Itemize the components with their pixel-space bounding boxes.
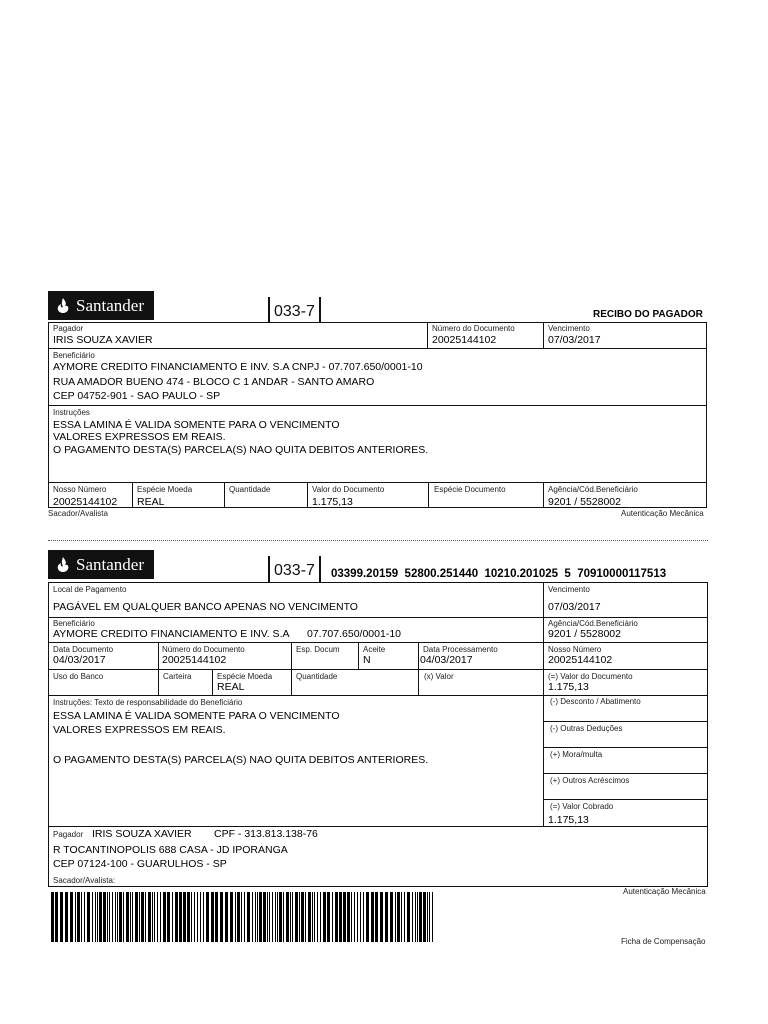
slip-instr-label: Instruções: Texto de responsabilidade do Beneficiário: [53, 698, 243, 707]
slip-venc: 07/03/2017: [548, 601, 601, 613]
receipt-pagador-label: Pagador: [53, 324, 84, 333]
uso-banco-label: Uso do Banco: [53, 672, 104, 681]
data-proc-label: Data Processamento: [423, 645, 498, 654]
outros-acrescimos-label: (+) Outros Acréscimos: [550, 776, 630, 785]
receipt-nosso: 20025144102: [53, 496, 118, 508]
valor-doc: 1.175,13: [548, 681, 589, 693]
santander-flame-icon: [56, 556, 70, 574]
carteira-label: Carteira: [163, 672, 192, 681]
santander-flame-icon: [56, 297, 70, 315]
bank-name: Santander: [76, 295, 144, 315]
slip-especie-moeda-label: Espécie Moeda: [217, 672, 273, 681]
slip-endereco-2: CEP 07124-100 - GUARULHOS - SP: [53, 858, 227, 870]
slip-numdoc: 20025144102: [162, 654, 227, 666]
receipt-venc-label: Vencimento: [548, 324, 590, 333]
receipt-agencia-label: Agência/Cód.Beneficiário: [548, 485, 638, 494]
receipt-valor-label: Valor do Documento: [312, 485, 385, 494]
data-doc: 04/03/2017: [53, 654, 106, 666]
slip-instr-line1: ESSA LAMINA É VALIDA SOMENTE PARA O VENCIMENTO: [53, 710, 340, 722]
receipt-valor: 1.175,13: [312, 496, 353, 508]
valor-cobrado: 1.175,13: [548, 814, 589, 826]
receipt-instr-line3: O PAGAMENTO DESTA(S) PARCELA(S) NAO QUITA DEBITOS ANTERIORES.: [53, 444, 429, 456]
aceite-label: Aceite: [363, 645, 386, 654]
bank-code: 033-7: [268, 297, 321, 323]
slip-nosso: 20025144102: [548, 654, 613, 666]
barcode: [51, 892, 435, 942]
receipt-pagador: IRIS SOUZA XAVIER: [53, 334, 153, 346]
desconto-label: (-) Desconto / Abatimento: [550, 697, 641, 706]
xvalor-label: (x) Valor: [424, 672, 454, 681]
data-doc-label: Data Documento: [53, 645, 114, 654]
slip-agencia: 9201 / 5528002: [548, 628, 621, 640]
receipt-especie-moeda: REAL: [137, 496, 165, 508]
slip-autentic-label: Autenticação Mecânica: [623, 887, 706, 896]
slip-endereco-1: R TOCANTINOPOLIS 688 CASA - JD IPORANGA: [53, 844, 288, 856]
receipt-benef-label: Beneficiário: [53, 351, 95, 360]
bank-code-2: 033-7: [268, 556, 321, 582]
slip-cnpj: 07.707.650/0001-10: [307, 628, 402, 640]
slip-numdoc-label: Número do Documento: [162, 645, 245, 654]
receipt-especie-doc-label: Espécie Documento: [434, 485, 506, 494]
receipt-numdoc-label: Número do Documento: [432, 324, 515, 333]
esp-doc-label: Esp. Docum: [296, 645, 340, 654]
slip-benef: AYMORE CREDITO FINANCIAMENTO E INV. S.A: [53, 628, 290, 640]
slip-especie-moeda: REAL: [217, 681, 245, 693]
ficha-label: Ficha de Compensação: [621, 937, 706, 946]
slip-nosso-label: Nosso Número: [548, 645, 602, 654]
slip-pagador-label: Pagador: [53, 830, 84, 839]
slip-venc-label: Vencimento: [548, 585, 590, 594]
slip-cpf: CPF - 313.813.138-76: [214, 828, 318, 840]
receipt-autentic-label: Autenticação Mecânica: [621, 509, 704, 518]
receipt-nosso-label: Nosso Número: [53, 485, 107, 494]
slip-instr-line2: VALORES EXPRESSOS EM REAIS.: [53, 724, 226, 736]
receipt-venc: 07/03/2017: [548, 334, 601, 346]
linha-digitavel: 03399.20159 52800.251440 10210.201025 5 70910000117513: [331, 568, 667, 580]
slip-pagador: IRIS SOUZA XAVIER: [92, 828, 192, 840]
aceite: N: [363, 654, 371, 666]
slip-agencia-label: Agência/Cód.Beneficiário: [548, 619, 638, 628]
receipt-especie-moeda-label: Espécie Moeda: [137, 485, 193, 494]
receipt-benef-line2: RUA AMADOR BUENO 474 - BLOCO C 1 ANDAR - SANTO AMARO: [53, 376, 375, 388]
receipt-instr-line1: ESSA LAMINA É VALIDA SOMENTE PARA O VENCIMENTO: [53, 419, 340, 431]
receipt-benef-line3: CEP 04752-901 - SAO PAULO - SP: [53, 390, 221, 402]
receipt-instr-line2: VALORES EXPRESSOS EM REAIS.: [53, 431, 226, 443]
santander-logo-2: [48, 550, 154, 579]
data-proc: 04/03/2017: [420, 654, 473, 666]
valor-doc-label: (=) Valor do Documento: [548, 672, 633, 681]
receipt-title: RECIBO DO PAGADOR: [593, 309, 703, 320]
receipt-qtd-label: Quantidade: [229, 485, 271, 494]
slip-sacador-label: Sacador/Avalista:: [53, 876, 116, 885]
slip-benef-label: Beneficiário: [53, 619, 95, 628]
bank-name: Santander: [76, 554, 144, 574]
local-label: Local de Pagamento: [53, 585, 127, 594]
mora-label: (+) Mora/multa: [550, 750, 603, 759]
receipt-benef-line1: AYMORE CREDITO FINANCIAMENTO E INV. S.A CNPJ - 07.707.650/0001-10: [53, 361, 423, 373]
slip-instr-line3: O PAGAMENTO DESTA(S) PARCELA(S) NAO QUITA DEBITOS ANTERIORES.: [53, 754, 429, 766]
santander-logo: [48, 291, 154, 320]
valor-cobrado-label: (=) Valor Cobrado: [550, 802, 614, 811]
outras-deducoes-label: (-) Outras Deduções: [550, 724, 623, 733]
local-pagamento: PAGÁVEL EM QUALQUER BANCO APENAS NO VENCIMENTO: [53, 601, 358, 613]
receipt-sacador-label: Sacador/Avalista: [48, 509, 108, 518]
slip-qtd-label: Quantidade: [296, 672, 338, 681]
cut-line: [48, 540, 708, 541]
receipt-numdoc: 20025144102: [432, 334, 497, 346]
receipt-instr-label: Instruções: [53, 408, 90, 417]
receipt-agencia: 9201 / 5528002: [548, 496, 621, 508]
